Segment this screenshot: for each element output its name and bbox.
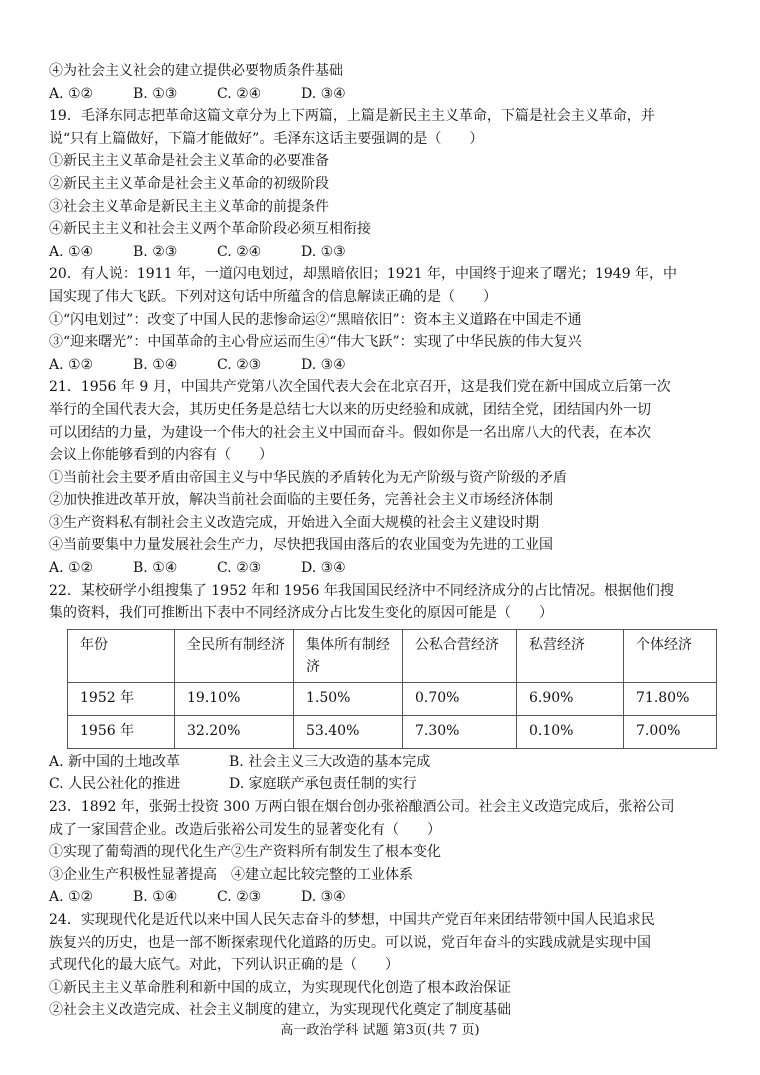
q24-stem-line-3: 式现代化的最大底气。对此，下列认识正确的是（ ）	[49, 957, 399, 974]
q21-statement-1: ①当前社会主要矛盾由帝国主义与中华民族的矛盾转化为无产阶级与资产阶级的矛盾	[49, 469, 567, 486]
q22-stem-line-1: 22．某校研学小组搜集了 1952 年和 1956 年我国国民经济中不同经济成分的占比情况。根据他们搜	[49, 582, 674, 599]
q20-statement-1-2: ①“闪电划过”：改变了中国人民的悲惨命运②“黑暗依旧”：资本主义道路在中国走不通	[49, 311, 582, 328]
question-23	[49, 796, 721, 909]
q23-stem-line-2: 成了一家国营企业。改造后张裕公司发生的显著变化有（ ）	[49, 821, 441, 838]
q20-option-a[interactable]: A. ①②	[49, 356, 94, 373]
table-cell: 53.40%	[294, 715, 403, 748]
q19-statement-4: ④新民主主义和社会主义两个革命阶段必须互相衔接	[49, 221, 371, 238]
table-cell: 7.00%	[624, 715, 717, 748]
q20-options	[49, 354, 721, 377]
table-cell: 19.10%	[175, 682, 294, 715]
q23-option-d[interactable]: D. ③④	[301, 889, 346, 906]
q18-option-d[interactable]: D. ③④	[301, 85, 346, 102]
q21-statement-3: ③生产资料私有制社会主义改造完成，开始进入全面大规模的社会主义建设时期	[49, 514, 539, 531]
q19-stem-line-2: 说“只有上篇做好，下篇才能做好”。毛泽东这话主要强调的是（ ）	[49, 130, 484, 147]
q18-option-c[interactable]: C. ②④	[217, 85, 262, 102]
table-cell: 1.50%	[294, 682, 403, 715]
q19-statement-2: ②新民主主义革命是社会主义革命的初级阶段	[49, 175, 329, 192]
q22-stem-line-2: 集的资料，我们可推断出下表中不同经济成分占比发生变化的原因可能是（ ）	[49, 605, 553, 622]
table-cell: 7.30%	[403, 715, 517, 748]
q20-option-d[interactable]: D. ③④	[301, 356, 346, 373]
q23-statement-3-4: ③企业生产积极性显著提高 ④建立起比较完整的工业体系	[49, 866, 413, 883]
q21-stem-line-1: 21．1956 年 9 月，中国共产党第八次全国代表大会在北京召开，这是我们党在新中国成立后第一次	[49, 379, 671, 396]
q21-option-c[interactable]: C. ②③	[217, 560, 262, 577]
q18-option-a[interactable]: A. ①②	[49, 85, 94, 102]
question-21	[49, 376, 721, 579]
table-cell: 6.90%	[517, 682, 624, 715]
q19-stem-line-1: 19．毛泽东同志把革命这篇文章分为上下两篇，上篇是新民主主义革命，下篇是社会主义革命，并	[49, 108, 655, 125]
q22-options-row-2	[49, 773, 721, 796]
q21-option-b[interactable]: B. ①④	[133, 560, 178, 577]
q20-option-c[interactable]: C. ②③	[217, 356, 262, 373]
question-20	[49, 263, 721, 376]
table-row	[68, 682, 717, 715]
table-row	[68, 715, 717, 748]
q21-stem-line-2: 举行的全国代表大会，其历史任务是总结七大以来的历史经验和成就，团结全党，团结国内外一切	[49, 401, 651, 418]
table-header-cell: 年份	[68, 629, 175, 682]
q22-option-b[interactable]: B. 社会主义三大改造的基本完成	[229, 753, 431, 770]
q24-statement-1: ①新民主主义革命胜利和新中国的成立，为实现现代化创造了根本政治保证	[49, 979, 511, 996]
question-24	[49, 909, 721, 1022]
q22-options-row-1	[49, 751, 721, 774]
q19-option-a[interactable]: A. ①④	[49, 243, 94, 260]
q21-option-d[interactable]: D. ③④	[301, 560, 346, 577]
q21-statement-2: ②加快推进改革开放，解决当前社会面临的主要任务，完善社会主义市场经济体制	[49, 492, 553, 509]
page-footer: 高一政治学科 试题 第3页(共 7 页)	[280, 1023, 480, 1038]
q20-stem-line-2: 国实现了伟大飞跃。下列对这句话中所蕴含的信息解读正确的是（ ）	[49, 288, 497, 305]
table-cell: 71.80%	[624, 682, 717, 715]
exam-page	[49, 60, 721, 1022]
q21-stem-line-4: 会议上你能够看到的内容有（ ）	[49, 447, 273, 464]
table-header-cell: 私营经济	[517, 629, 624, 682]
q19-statement-1: ①新民主主义革命是社会主义革命的必要准备	[49, 153, 329, 170]
q22-option-d[interactable]: D. 家庭联产承包责任制的实行	[229, 776, 417, 793]
q21-options	[49, 557, 721, 580]
table-header-cell: 个体经济	[624, 629, 717, 682]
q19-statement-3: ③社会主义革命是新民主主义革命的前提条件	[49, 198, 329, 215]
q23-option-b[interactable]: B. ①④	[133, 889, 178, 906]
q23-statement-1-2: ①实现了葡萄酒的现代化生产②生产资料所有制发生了根本变化	[49, 844, 441, 861]
question-22	[49, 580, 721, 796]
q19-option-c[interactable]: C. ②④	[217, 243, 262, 260]
q24-stem-line-2: 族复兴的历史，也是一部不断探索现代化道路的历史。可以说，党百年奋斗的实践成就是实现中国	[49, 934, 651, 951]
q20-stem-line-1: 20．有人说：1911 年，一道闪电划过，却黑暗依旧；1921 年，中国终于迎来了曙光；1949 年，中	[49, 266, 678, 283]
q19-option-b[interactable]: B. ②③	[133, 243, 178, 260]
q23-option-a[interactable]: A. ①②	[49, 889, 94, 906]
question-19	[49, 105, 721, 263]
q18-options	[49, 83, 721, 106]
table-cell: 32.20%	[175, 715, 294, 748]
q20-statement-3-4: ③“迎来曙光”：中国革命的主心骨应运而生④“伟大飞跃”：实现了中华民族的伟大复兴	[49, 334, 582, 351]
q22-option-c[interactable]: C. 人民公社化的推进	[49, 776, 181, 793]
economy-share-table	[67, 629, 717, 749]
q18-statement-4: ④为社会主义社会的建立提供必要物质条件基础	[49, 63, 343, 79]
table-cell: 0.10%	[517, 715, 624, 748]
q19-options	[49, 241, 721, 264]
q23-options	[49, 886, 721, 909]
table-header-row	[68, 629, 717, 682]
q24-stem-line-1: 24．实现现代化是近代以来中国人民矢志奋斗的梦想，中国共产党百年来团结带领中国人民追求民	[49, 912, 655, 928]
q21-option-a[interactable]: A. ①②	[49, 560, 94, 577]
q21-stem-line-3: 可以团结的力量，为建设一个伟大的社会主义中国而奋斗。假如你是一名出席八大的代表，在本次	[49, 424, 651, 441]
table-cell: 1956 年	[68, 715, 175, 748]
q21-statement-4: ④当前要集中力量发展社会生产力，尽快把我国由落后的农业国变为先进的工业国	[49, 537, 553, 554]
table-header-cell: 集体所有制经济	[294, 629, 403, 682]
q24-statement-2: ②社会主义改造完成、社会主义制度的建立，为实现现代化奠定了制度基础	[49, 1002, 511, 1019]
q19-option-d[interactable]: D. ①③	[301, 243, 346, 260]
table-header-cell: 全民所有制经济	[175, 629, 294, 682]
q23-stem-line-1: 23．1892 年，张弼士投资 300 万两白银在烟台创办张裕酿酒公司。社会主义改造完成后，张裕公司	[49, 799, 675, 816]
q23-option-c[interactable]: C. ②③	[217, 889, 262, 906]
table-cell: 0.70%	[403, 682, 517, 715]
table-header-cell: 公私合营经济	[403, 629, 517, 682]
table-cell: 1952 年	[68, 682, 175, 715]
q18-option-b[interactable]: B. ①③	[133, 85, 178, 102]
q22-option-a[interactable]: A. 新中国的土地改革	[49, 753, 181, 770]
q20-option-b[interactable]: B. ①④	[133, 356, 178, 373]
